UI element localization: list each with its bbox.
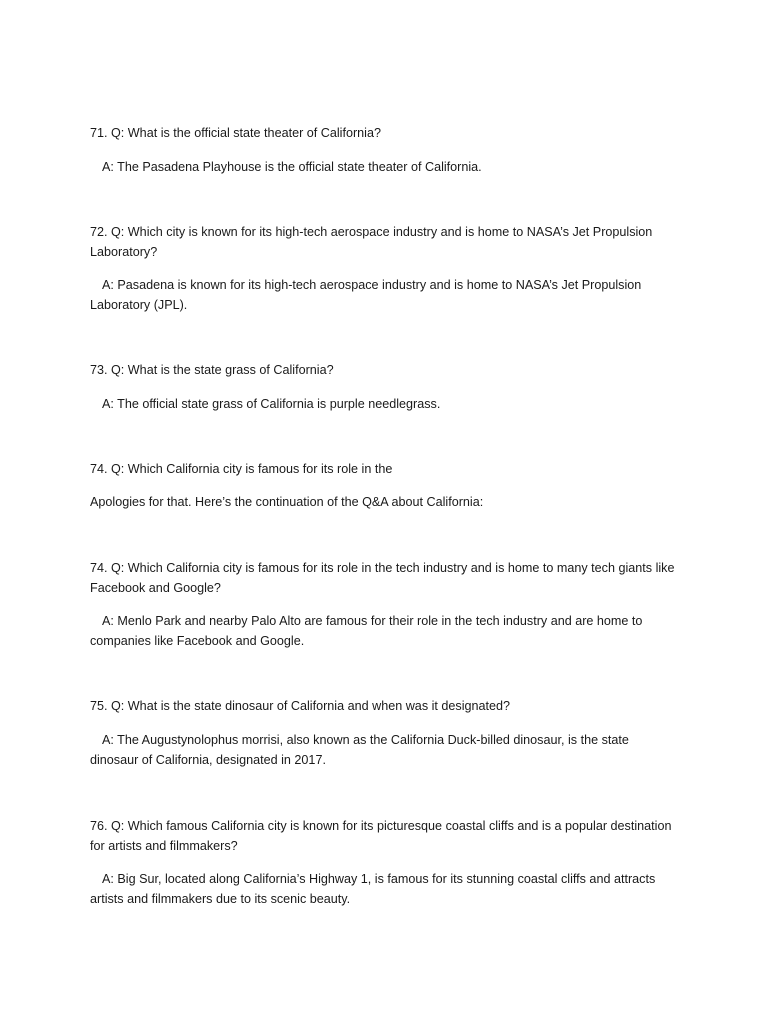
question-75: 75. Q: What is the state dinosaur of California and when was it designated?	[90, 699, 511, 713]
question-72: 72. Q: Which city is known for its high-tech aerospace industry and is home to NASA’s Jet Propulsion Laboratory?	[90, 225, 653, 259]
answer-76: A: Big Sur, located along California’s Highway 1, is famous for its stunning coastal cliffs and attracts artists and filmmakers due to its scenic beauty.	[90, 872, 656, 906]
answer-71: A: The Pasadena Playhouse is the official state theater of California.	[102, 160, 482, 174]
question-76: 76. Q: Which famous California city is known for its picturesque coastal cliffs and is a popular destination for artists and filmmakers?	[90, 819, 672, 853]
answer-72: A: Pasadena is known for its high-tech aerospace industry and is home to NASA’s Jet Propulsion Laboratory (JPL).	[90, 278, 642, 312]
apology-note: Apologies for that. Here’s the continuation of the Q&A about California:	[90, 495, 484, 509]
question-74: 74. Q: Which California city is famous for its role in the tech industry and is home to many tech giants like Facebook and Google?	[90, 561, 675, 595]
question-73: 73. Q: What is the state grass of California?	[90, 363, 334, 377]
answer-75: A: The Augustynolophus morrisi, also known as the California Duck-billed dinosaur, is the state dinosaur of California, designated in 2017.	[90, 733, 629, 767]
answer-73: A: The official state grass of California is purple needlegrass.	[102, 397, 441, 411]
question-74-truncated: 74. Q: Which California city is famous for its role in the	[90, 462, 393, 476]
answer-74: A: Menlo Park and nearby Palo Alto are famous for their role in the tech industry and are home to companies like Facebook and Google.	[90, 614, 643, 648]
question-71: 71. Q: What is the official state theater of California?	[90, 126, 381, 140]
